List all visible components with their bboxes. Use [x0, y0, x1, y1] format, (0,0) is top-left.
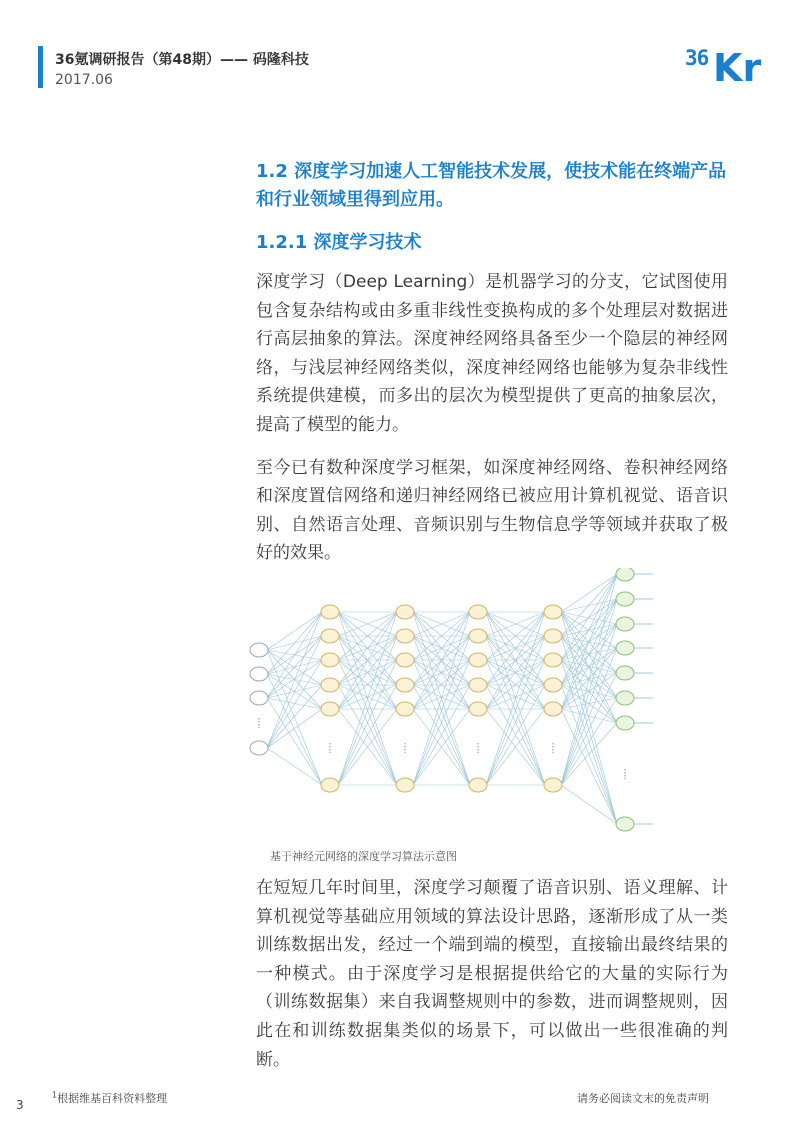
neuron-node: [616, 617, 634, 631]
connection-line: [561, 673, 617, 785]
neuron-node: [396, 605, 414, 619]
neuron-node: [321, 605, 339, 619]
neuron-node: [469, 702, 487, 716]
neuron-node: [616, 666, 634, 680]
neuron-node: [321, 629, 339, 643]
main-content: [256, 158, 728, 582]
neuron-node: [469, 778, 487, 792]
disclaimer: 请务必阅读文末的免责声明: [577, 1092, 709, 1105]
paragraph-3: 在短短几年时间里，深度学习颠覆了语音识别、语义理解、计算机视觉等基础应用领域的算法设计思路，逐渐形成了从一类训练数据出发，经过一个端到端的模型，直接输出最终结果的一种模式。由于深度学习是根据提供给它的大量的实际行为（训练数据集）来自我调整规则中的参数，进而调整规则，因此在和训练数据集类似的场景下，可以做出一些很准确的判断。: [256, 878, 728, 1070]
neuron-node: [396, 702, 414, 716]
neuron-node: [544, 702, 562, 716]
logo-letters: Kr: [713, 46, 762, 90]
neuron-node: [544, 678, 562, 692]
figure-caption: 基于神经元网络的深度学习算法示意图: [270, 850, 457, 863]
connection-line: [561, 574, 617, 660]
connection-line: [267, 612, 322, 674]
neuron-node: [469, 605, 487, 619]
paragraph-1: 深度学习（Deep Learning）是机器学习的分支，它试图使用包含复杂结构或由多重非线性变换构成的多个处理层对数据进行高层抽象的算法。深度神经网络具备至少一个隐层的神经网络，与浅层神经网络类似，深度神经网络也能够为复杂非线性系统提供建模，而多出的层次为模型提供了更高的抽象层次，提高了模型的能力。: [256, 272, 728, 435]
footnote-marker: 1: [52, 1090, 58, 1100]
neuron-node: [469, 678, 487, 692]
neuron-node: [396, 678, 414, 692]
neuron-node: [544, 605, 562, 619]
footnote-text: 根据维基百科资料整理: [57, 1092, 168, 1105]
neuron-node: [616, 592, 634, 606]
neuron-node: [616, 691, 634, 705]
36kr-logo: [685, 40, 765, 90]
connection-line: [561, 624, 617, 785]
connection-line: [561, 709, 617, 824]
connection-line: [561, 612, 617, 824]
neuron-node: [250, 667, 268, 681]
connection-line: [267, 636, 322, 698]
connection-line: [267, 674, 322, 785]
connection-line: [561, 785, 617, 824]
neuron-node: [616, 568, 634, 581]
neuron-node: [544, 629, 562, 643]
connection-line: [561, 612, 617, 624]
neuron-node: [250, 741, 268, 755]
footnote: [52, 1090, 167, 1106]
connection-line: [267, 748, 322, 785]
neuron-node: [321, 653, 339, 667]
neuron-node: [544, 778, 562, 792]
logo-number: 36: [685, 46, 709, 70]
neuron-node: [469, 653, 487, 667]
neuron-node: [250, 691, 268, 705]
neuron-node: [321, 778, 339, 792]
neuron-node: [544, 653, 562, 667]
report-title: 36氪调研报告（第48期）—— 码隆科技: [55, 52, 309, 68]
connection-line: [267, 650, 322, 785]
neuron-node: [396, 778, 414, 792]
network-connections: [267, 574, 617, 824]
connection-line: [267, 612, 322, 650]
neuron-node: [250, 643, 268, 657]
neuron-node: [616, 716, 634, 730]
connection-line: [267, 709, 322, 748]
section-title: 1.2 深度学习加速人工智能技术发展，使技术能在终端产品和行业领域里得到应用。: [256, 161, 727, 210]
neuron-node: [396, 629, 414, 643]
after-figure-content: [256, 874, 728, 1088]
neural-network-diagram: [243, 568, 663, 838]
neuron-node: [396, 653, 414, 667]
subsection-title: 1.2.1 深度学习技术: [256, 232, 422, 253]
connection-line: [267, 698, 322, 785]
neuron-node: [469, 629, 487, 643]
header-accent-bar: [38, 46, 43, 88]
neuron-node: [321, 678, 339, 692]
neuron-node: [321, 702, 339, 716]
neuron-node: [616, 817, 634, 831]
connection-line: [267, 685, 322, 748]
paragraph-2: 至今已有数种深度学习框架，如深度神经网络、卷积神经网络和深度置信网络和递归神经网络已被应用计算机视觉、语音识别、自然语言处理、音频识别与生物信息学等领域并获取了极好的效果。: [256, 457, 728, 564]
page-number: 3: [16, 1098, 24, 1112]
report-date: 2017.06: [55, 72, 113, 88]
neuron-node: [616, 641, 634, 655]
